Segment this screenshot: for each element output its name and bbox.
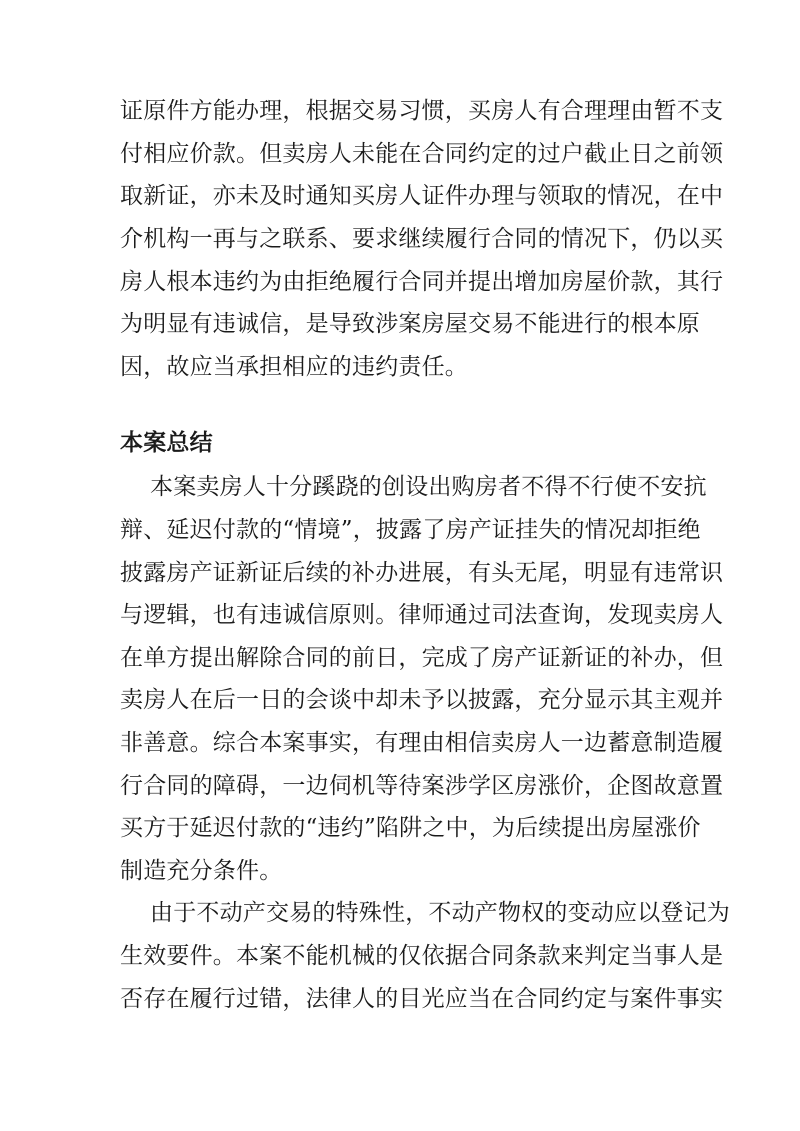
body-text-line: 付相应价款。但卖房人未能在合同约定的过户截止日之前领 [120,141,724,167]
body-text-line: 证原件方能办理，根据交易习惯，买房人有合理理由暂不支 [120,98,724,124]
body-text-line: 由于不动产交易的特殊性，不动产物权的变动应以登记为 [150,900,730,926]
body-text-line: 辩、延迟付款的“情境”，披露了房产证挂失的情况却拒绝 [120,517,701,543]
body-text-line: 否存在履行过错，法律人的目光应当在合同约定与案件事实 [120,986,724,1012]
body-text-line: 本案卖房人十分蹊跷的创设出购房者不得不行使不安抗 [150,474,707,500]
body-text-line: 因，故应当承担相应的违约责任。 [120,354,468,380]
body-text-line: 房人根本违约为由拒绝履行合同并提出增加房屋价款，其行 [120,269,724,295]
body-text-line: 取新证，亦未及时通知买房人证件办理与领取的情况，在中 [120,183,724,209]
body-text-line: 卖房人在后一日的会谈中却未予以披露，充分显示其主观并 [120,687,724,713]
body-text-line: 与逻辑，也有违诚信原则。律师通过司法查询，发现卖房人 [120,602,724,628]
body-text-line: 为明显有违诚信，是导致涉案房屋交易不能进行的根本原 [120,311,700,337]
body-text-line: 生效要件。本案不能机械的仅依据合同条款来判定当事人是 [120,943,724,969]
body-text-line: 介机构一再与之联系、要求继续履行合同的情况下，仍以买 [120,226,724,252]
body-text-line: 非善意。综合本案事实，有理由相信卖房人一边蓄意制造履 [120,730,724,756]
body-text-line: 买方于延迟付款的“违约”陷阱之中，为后续提出房屋涨价 [120,815,701,841]
body-text-line: 制造充分条件。 [120,858,283,884]
section-heading: 本案总结 [120,430,213,456]
body-text-line: 在单方提出解除合同的前日，完成了房产证新证的补办，但 [120,645,724,671]
body-text-line: 行合同的障碍，一边伺机等待案涉学区房涨价，企图故意置 [120,773,724,799]
body-text-line: 披露房产证新证后续的补办进展，有头无尾，明显有违常识 [120,560,724,586]
